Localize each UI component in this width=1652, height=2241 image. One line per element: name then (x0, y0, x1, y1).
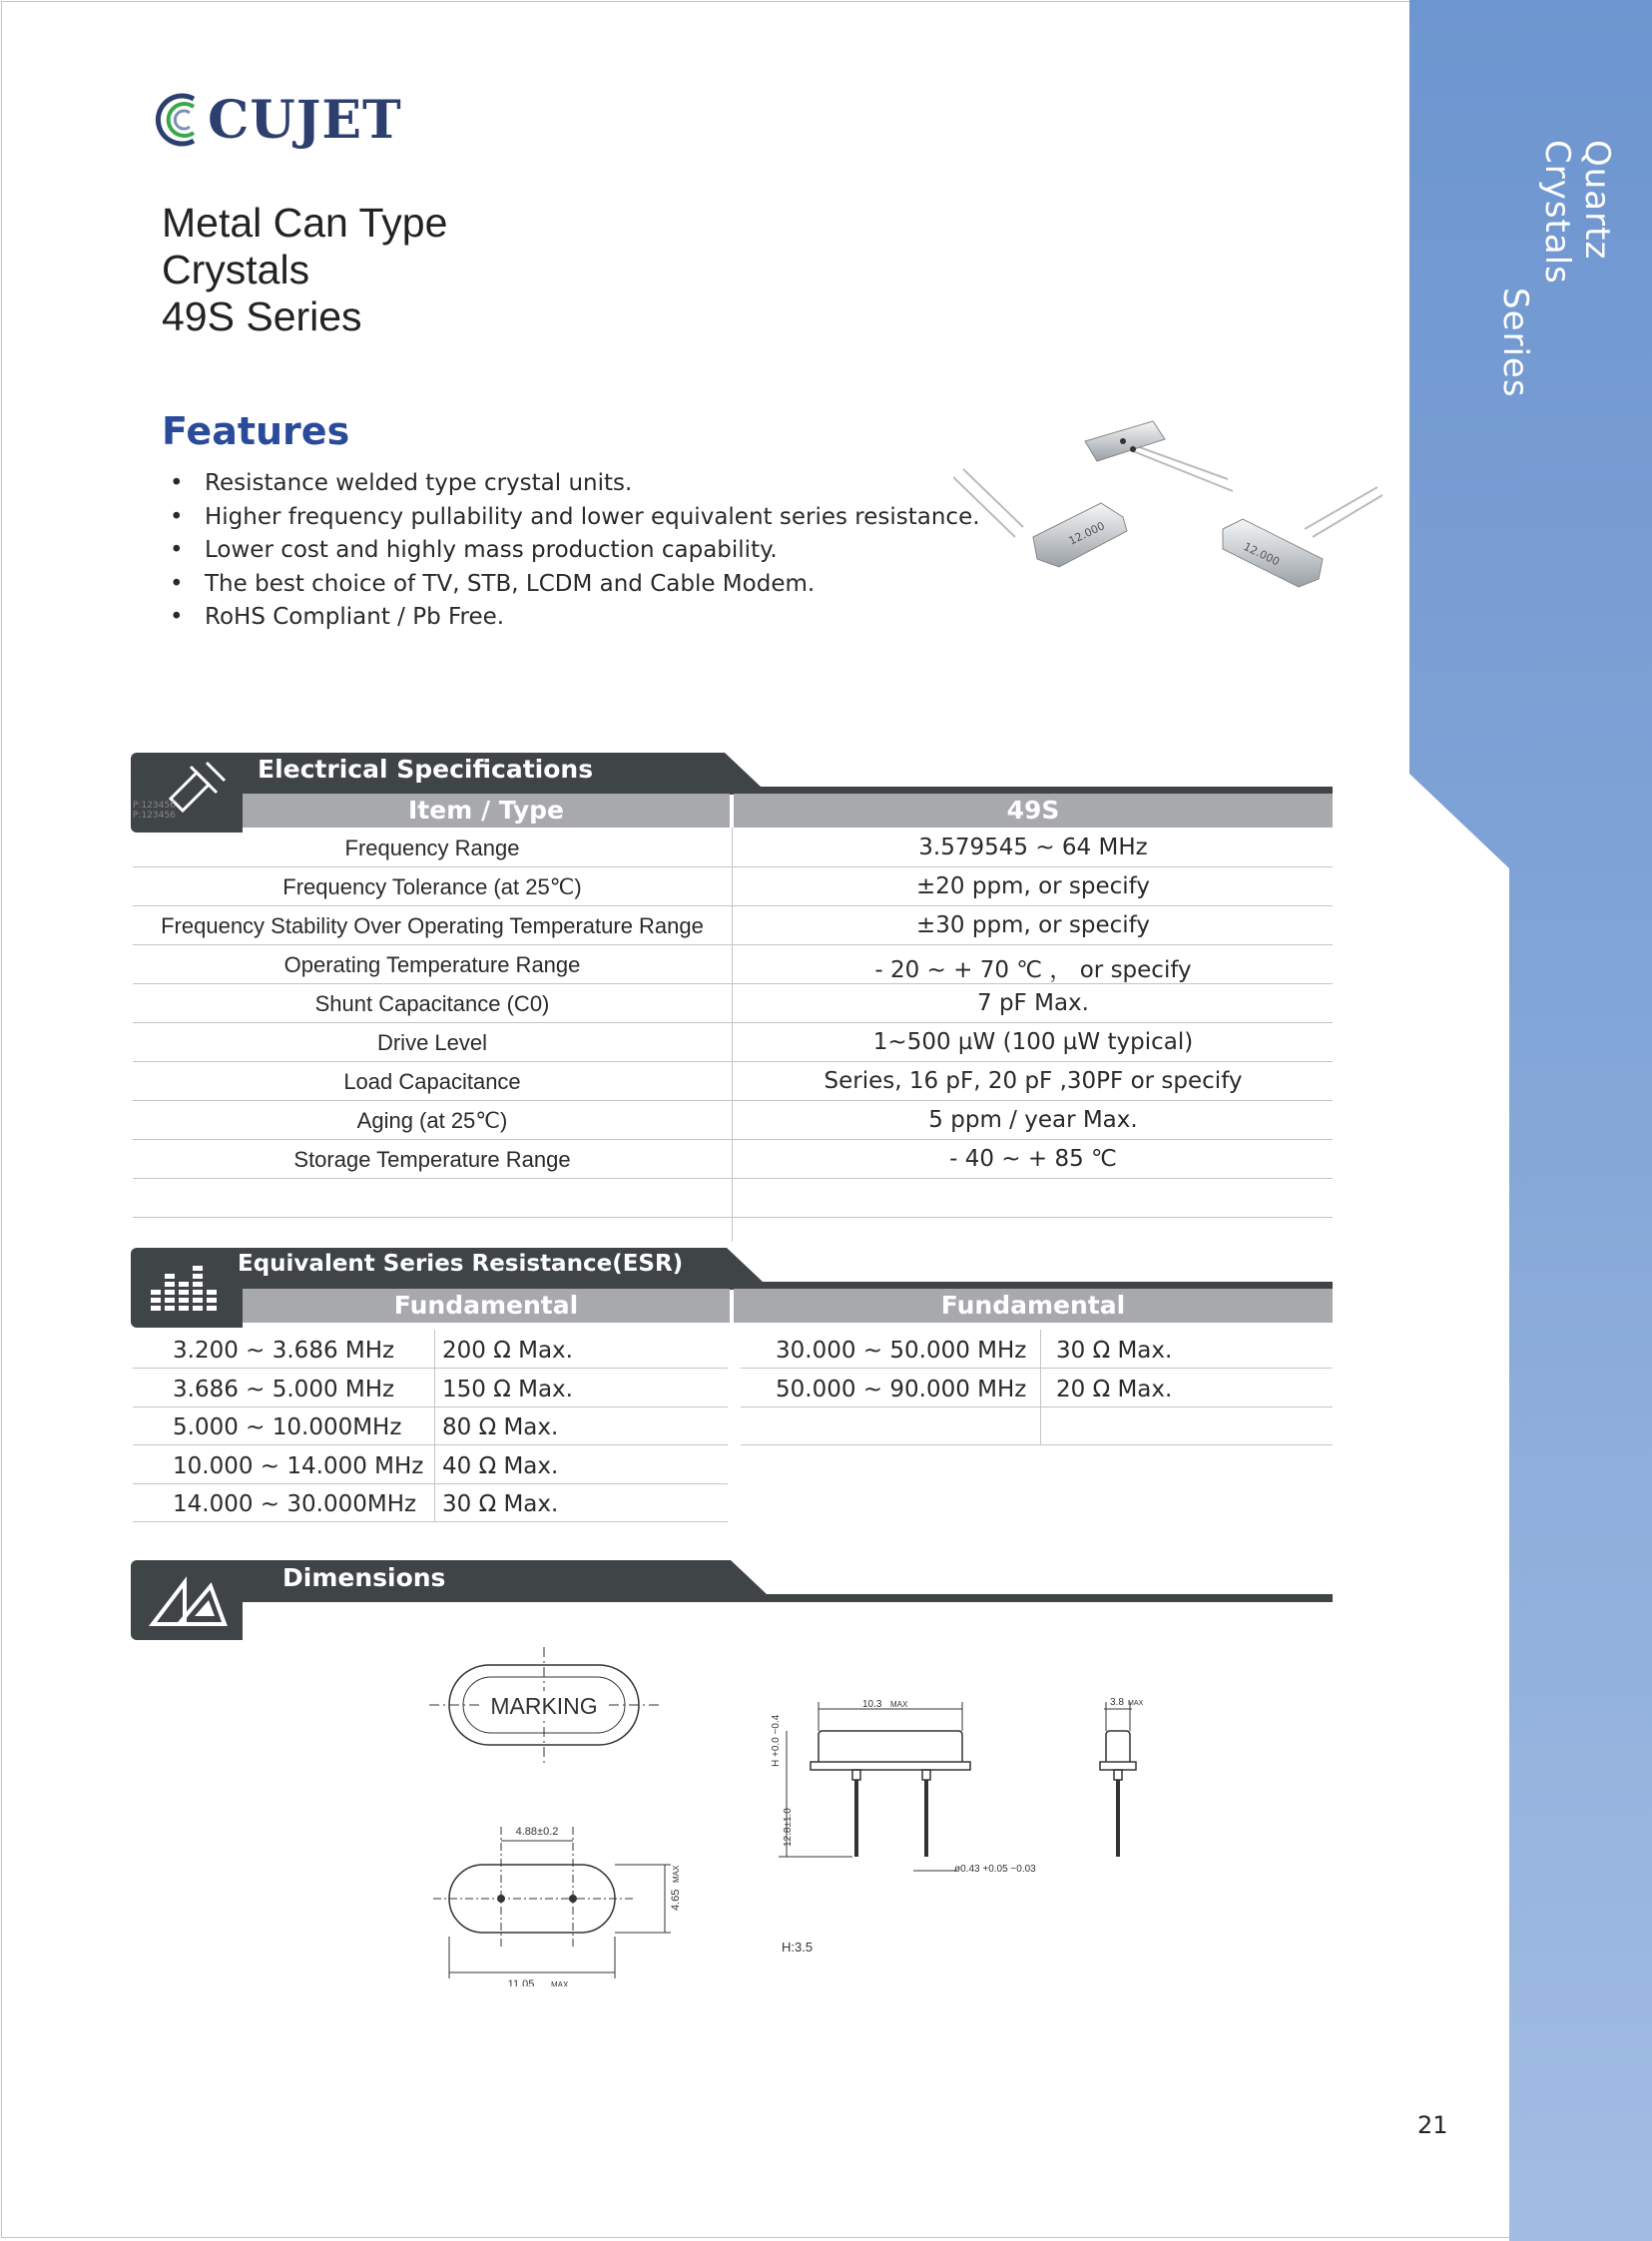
spec-value: ±30 ppm, or specify (916, 912, 1150, 938)
side-label-line2: Series (1495, 287, 1535, 398)
spec-row (133, 866, 1333, 906)
esr-row (133, 1369, 728, 1407)
spec-label: Frequency Tolerance (at 25℃) (282, 874, 582, 899)
spec-value: 3.579545 ~ 64 MHz (918, 835, 1148, 860)
title-line1: Metal Can Type (162, 200, 448, 246)
spec-label: Frequency Range (344, 836, 520, 860)
esr-cell-divider (434, 1369, 435, 1406)
electrical-col-item: Item / Type (243, 794, 730, 828)
triangle-ruler-icon (149, 1576, 229, 1628)
spec-value: ±20 ppm, or specify (916, 873, 1150, 899)
esr-row (133, 1330, 728, 1369)
side-label-line1: Quartz Crystals (1537, 140, 1617, 284)
spec-row (133, 1139, 1333, 1179)
esr-row (133, 1445, 728, 1484)
esr-frequency: 30.000 ~ 50.000 MHz (776, 1338, 1027, 1364)
dimensions-heading: Dimensions (282, 1563, 446, 1592)
esr-cell-divider (434, 1406, 435, 1444)
spec-value: 7 pF Max. (977, 990, 1089, 1016)
electrical-divider (732, 828, 733, 1242)
electrical-icon-caption: P:123456 P:123456 (133, 801, 176, 821)
spec-label: Drive Level (376, 1030, 488, 1055)
h-tolerance: H +0.0 −0.4 (771, 1714, 782, 1767)
esr-resistance: 80 Ω Max. (442, 1414, 559, 1440)
title-line3: 49S Series (162, 293, 362, 339)
feature-item: • Lower cost and highly mass production capability. (170, 537, 778, 563)
electrical-col-model: 49S (734, 794, 1333, 828)
esr-row (133, 1406, 728, 1445)
side-label (1487, 140, 1617, 399)
brand-logo (150, 90, 402, 150)
esr-resistance: 30 Ω Max. (442, 1491, 559, 1517)
esr-col-left: Fundamental (243, 1289, 730, 1323)
page-title (162, 200, 447, 340)
lead-length: 12.8±1.0 (783, 1808, 794, 1847)
esr-cell-divider (1040, 1369, 1041, 1406)
esr-col-right: Fundamental (734, 1289, 1333, 1323)
esr-row (741, 1406, 1333, 1445)
spec-row (133, 905, 1333, 945)
esr-resistance: 20 Ω Max. (1056, 1376, 1173, 1402)
spec-label: Load Capacitance (343, 1069, 521, 1094)
esr-cell-divider (434, 1483, 435, 1521)
features-heading: Features (162, 409, 350, 453)
electrical-heading: Electrical Specifications (258, 755, 594, 784)
esr-frequency: 14.000 ~ 30.000MHz (173, 1491, 417, 1517)
esr-resistance: 40 Ω Max. (442, 1452, 559, 1479)
esr-resistance: 200 Ω Max. (442, 1338, 573, 1364)
crystal-product-image (953, 399, 1412, 609)
spec-row (133, 1100, 1333, 1140)
depth-max: MAX (1128, 1700, 1144, 1707)
feature-item: • Resistance welded type crystal units. (170, 470, 633, 496)
spec-label: Frequency Stability Over Operating Temperature Range (161, 913, 704, 938)
spec-value: 1~500 µW (100 µW typical) (872, 1029, 1194, 1055)
depth-dim: 3.8 (1110, 1697, 1124, 1708)
spec-row (133, 828, 1333, 867)
spec-label: Operating Temperature Range (283, 952, 581, 977)
length-dim: 11.05 (507, 1978, 535, 1986)
spec-value: 5 ppm / year Max. (928, 1107, 1138, 1133)
esr-cell-divider (1040, 1406, 1041, 1444)
esr-cell-divider (1040, 1330, 1041, 1368)
length-max: MAX (551, 1980, 569, 1986)
spec-label: Storage Temperature Range (293, 1147, 571, 1172)
spec-label: Shunt Capacitance (C0) (314, 991, 550, 1016)
spec-row (133, 1061, 1333, 1101)
esr-row (741, 1369, 1333, 1407)
esr-frequency: 3.200 ~ 3.686 MHz (173, 1338, 395, 1364)
spec-row (133, 1178, 1333, 1218)
esr-frequency: 3.686 ~ 5.000 MHz (173, 1376, 395, 1402)
lead-diameter: ø0.43 +0.05 −0.03 (954, 1864, 1036, 1875)
esr-frequency: 10.000 ~ 14.000 MHz (173, 1452, 424, 1479)
esr-cell-divider (434, 1330, 435, 1368)
esr-cell-divider (434, 1445, 435, 1483)
esr-row (741, 1330, 1333, 1369)
spec-row (133, 983, 1333, 1023)
height-dim: 4.65 (670, 1889, 682, 1911)
spec-value: - 40 ~ + 85 ℃ (949, 1146, 1117, 1172)
crystal-marking-left: 12.000 (1066, 519, 1107, 548)
spec-row (133, 1022, 1333, 1062)
feature-item: • RoHS Compliant / Pb Free. (170, 604, 505, 630)
feature-item: • The best choice of TV, STB, LCDM and Cable Modem. (170, 570, 816, 597)
esr-frequency: 5.000 ~ 10.000MHz (173, 1414, 402, 1440)
esr-resistance: 150 Ω Max. (442, 1376, 573, 1402)
esr-row (133, 1483, 728, 1522)
title-line2: Crystals (162, 247, 310, 292)
width-dim: 10.3 (862, 1699, 882, 1710)
pitch-dim: 4.88±0.2 (515, 1826, 559, 1838)
bar-chart-icon (149, 1256, 229, 1320)
marking-label: MARKING (490, 1693, 598, 1719)
width-max: MAX (890, 1700, 908, 1709)
features-list (170, 467, 980, 635)
page-number: 21 (1417, 2111, 1448, 2139)
dimension-drawings (429, 1647, 1248, 1986)
esr-resistance: 30 Ω Max. (1056, 1338, 1173, 1364)
spec-value: Series, 16 pF, 20 pF ,30PF or specify (824, 1068, 1243, 1094)
brand-name: CUJET (208, 89, 402, 151)
spec-value: - 20 ~ + 70 ℃ ， or specify (874, 957, 1192, 983)
feature-item: • Higher frequency pullability and lower equivalent series resistance. (170, 503, 980, 530)
spec-label: Aging (at 25℃) (356, 1108, 508, 1133)
esr-frequency: 50.000 ~ 90.000 MHz (776, 1376, 1027, 1402)
spec-row (133, 944, 1333, 984)
logo-swirl-icon (150, 91, 212, 149)
esr-heading: Equivalent Series Resistance(ESR) (238, 1251, 684, 1277)
h-value: H:3.5 (782, 1940, 814, 1955)
crystal-marking-right: 12.000 (1241, 540, 1282, 569)
dimensions-rule (242, 1594, 1333, 1602)
height-max: MAX (672, 1865, 681, 1883)
